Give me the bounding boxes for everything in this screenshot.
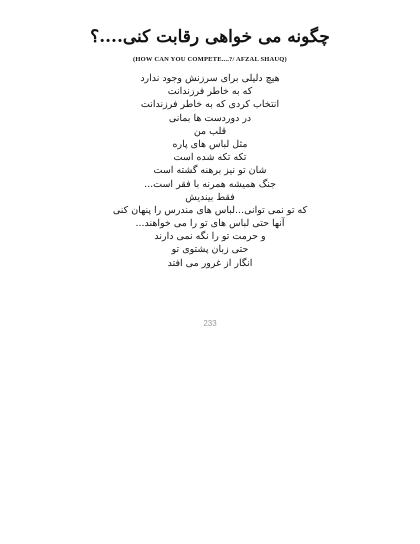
poem-line: هیچ دلیلی برای سرزنش وجود ندارد — [140, 73, 280, 84]
poem-line: آنها حتی لباس های تو را می خواهند... — [135, 218, 285, 230]
poem-title: چگونه می خواهی رقابت کنی....؟ — [90, 27, 330, 47]
poem-line: که تو نمی توانی...لباس های مندرس را پنهان کنی — [112, 204, 308, 216]
poem-line: و حرمت تو را نگه نمی دارند — [154, 231, 266, 243]
poem-subtitle: (HOW CAN YOU COMPETE....?/ AFZAL SHAUQ) — [133, 56, 287, 63]
poem-line: فقط بیندیش — [185, 191, 235, 203]
poem-line: انگار از غرور می افتد — [167, 257, 253, 269]
poem-line: جنگ همیشه همرنه با فقر است... — [144, 178, 276, 190]
poem-line: مثل لباس های پاره — [172, 138, 248, 150]
poem-line: شان تو نیز برهنه گشته است — [153, 165, 267, 177]
poem-line: در دوردست ها بمانی — [168, 112, 252, 124]
page-number: 233 — [203, 319, 217, 328]
poem-line: قلب من — [193, 125, 227, 137]
poem-body — [0, 72, 420, 270]
poem-line: که به خاطر فرزندانت — [167, 86, 253, 98]
poem-line: تکه تکه شده است — [173, 152, 247, 164]
poem-line: حتی زبان پشتوی تو — [171, 244, 249, 256]
poem-line: انتخاب کردی که به خاطر فرزندانت — [140, 99, 280, 111]
